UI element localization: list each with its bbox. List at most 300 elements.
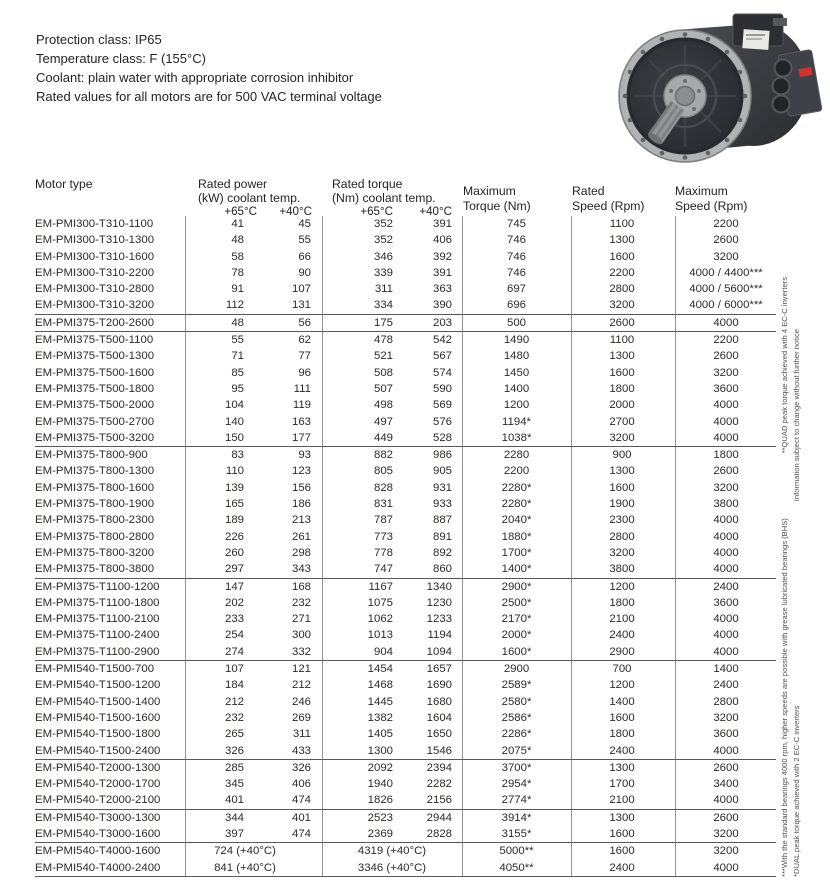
value-cell: 2800: [713, 695, 739, 708]
value-cell: 3200: [713, 711, 739, 724]
value-cell: 892: [432, 546, 452, 559]
value-cell: 265: [224, 728, 244, 741]
value-cell: 2280: [503, 449, 530, 462]
table-row: [35, 677, 776, 693]
value-cell: 773: [373, 530, 393, 543]
value-cell: 891: [432, 530, 452, 543]
motor-type-cell: EM-PMI300-T310-1600: [35, 250, 155, 263]
value-cell: 139: [224, 481, 244, 494]
value-cell: 778: [373, 546, 393, 559]
value-cell: 1600*: [501, 645, 532, 658]
value-cell: 696: [506, 299, 526, 312]
table-group: [35, 216, 776, 315]
header-max-speed-2: Speed (Rpm): [675, 199, 748, 213]
motor-type-cell: EM-PMI375-T500-1100: [35, 334, 154, 347]
value-cell: 882: [373, 449, 393, 462]
value-cell: 724 (+40°C): [214, 845, 276, 858]
value-cell: 474: [291, 827, 311, 840]
value-cell: 246: [291, 695, 311, 708]
table-row: [35, 397, 776, 413]
motor-type-cell: EM-PMI375-T1100-2100: [35, 613, 160, 626]
value-cell: 163: [291, 415, 311, 428]
motor-type-cell: EM-PMI375-T500-1800: [35, 382, 155, 395]
value-cell: 2040*: [501, 514, 532, 527]
value-cell: 186: [291, 498, 311, 511]
value-cell: 112: [225, 299, 244, 312]
footnote-line-2: [791, 277, 803, 877]
value-cell: 2200: [713, 334, 739, 347]
value-cell: 45: [298, 218, 311, 230]
motor-type-cell: EM-PMI375-T500-2000: [35, 399, 155, 412]
header-max-torque-1: Maximum: [463, 184, 516, 198]
motor-type-cell: EM-PMI375-T800-1900: [35, 498, 155, 511]
value-cell: 2944: [426, 811, 452, 824]
table-row: [35, 644, 776, 660]
value-cell: 48: [231, 316, 244, 329]
value-cell: 55: [231, 334, 244, 347]
value-cell: 311: [292, 728, 311, 741]
motor-type-cell: EM-PMI375-T1100-2400: [35, 629, 160, 642]
value-cell: 1468: [367, 679, 393, 692]
value-cell: 4000: [713, 546, 739, 559]
value-cell: 4319 (+40°C): [357, 845, 427, 858]
motor-type-cell: EM-PMI300-T310-2200: [35, 266, 155, 279]
value-cell: 165: [224, 498, 244, 511]
value-cell: 3400: [713, 778, 739, 791]
value-cell: 78: [231, 266, 244, 279]
motor-type-cell: EM-PMI375-T500-1600: [35, 366, 155, 379]
motor-type-cell: EM-PMI375-T800-1600: [35, 481, 155, 494]
table-row: [35, 627, 776, 643]
motor-type-cell: EM-PMI540-T3000-1600: [35, 827, 161, 840]
value-cell: 2280*: [501, 481, 532, 494]
value-cell: 433: [291, 744, 311, 757]
value-cell: 4000: [713, 645, 739, 658]
value-cell: 574: [432, 366, 452, 379]
footnote-line-1: [779, 277, 791, 877]
value-cell: 62: [298, 334, 311, 347]
value-cell: 2280*: [501, 498, 532, 511]
value-cell: 1450: [503, 366, 530, 379]
value-cell: 700: [612, 663, 632, 676]
value-cell: 1194: [427, 629, 452, 642]
value-cell: 1600: [609, 481, 635, 494]
value-cell: 1400: [503, 382, 530, 395]
value-cell: 3155*: [501, 827, 532, 840]
table-group: [35, 843, 776, 877]
value-cell: 131: [291, 299, 311, 312]
value-cell: 95: [231, 382, 244, 395]
table-group: [35, 760, 776, 810]
value-cell: 1454: [367, 663, 393, 676]
value-cell: 397: [224, 827, 244, 840]
table-row: [35, 430, 776, 446]
value-cell: 121: [291, 663, 311, 676]
value-cell: 478: [373, 334, 393, 347]
info-line: Protection class: IP65: [36, 32, 162, 47]
table-row: [35, 595, 776, 611]
value-cell: 1300: [609, 811, 635, 824]
value-cell: 1400: [713, 663, 739, 676]
table-row: [35, 365, 776, 381]
value-cell: 85: [231, 366, 244, 379]
value-cell: 498: [373, 399, 393, 412]
value-cell: 3800: [713, 498, 739, 511]
table-row: [35, 694, 776, 710]
value-cell: 1100: [609, 218, 635, 230]
value-cell: 2600: [713, 811, 739, 824]
value-cell: 2200: [503, 465, 530, 478]
value-cell: 119: [292, 399, 311, 412]
header-power-40: +40°C: [279, 205, 312, 218]
value-cell: 1300: [609, 350, 635, 363]
value-cell: 175: [373, 316, 393, 329]
value-cell: 787: [373, 514, 393, 527]
value-cell: 576: [432, 415, 452, 428]
table-body: [35, 216, 776, 877]
table-group: [35, 332, 776, 447]
value-cell: 1300: [367, 744, 393, 757]
value-cell: 1546: [426, 744, 452, 757]
value-cell: 860: [432, 563, 452, 576]
value-cell: 2580*: [501, 695, 532, 708]
value-cell: 1300: [609, 761, 635, 774]
value-cell: 1940: [367, 778, 393, 791]
value-cell: 590: [432, 382, 452, 395]
value-cell: 507: [373, 382, 393, 395]
value-cell: 2286*: [501, 728, 532, 741]
value-cell: 1094: [426, 645, 452, 658]
value-cell: 346: [373, 250, 393, 263]
value-cell: 2000: [609, 399, 635, 412]
value-cell: 4000: [713, 613, 739, 626]
value-cell: 4050**: [499, 861, 534, 874]
table-row: [35, 611, 776, 627]
spec-table: [35, 175, 776, 877]
header-power-65: +65°C: [224, 205, 257, 218]
value-cell: 745: [506, 218, 526, 230]
value-cell: 1600: [609, 845, 635, 858]
motor-type-cell: EM-PMI540-T1500-2400: [35, 744, 161, 757]
value-cell: 4000: [713, 514, 739, 527]
value-cell: 2954*: [501, 778, 532, 791]
value-cell: 2800: [609, 530, 635, 543]
value-cell: 1075: [367, 596, 393, 609]
value-cell: 339: [373, 266, 393, 279]
value-cell: 91: [231, 283, 244, 296]
value-cell: 1600: [609, 250, 635, 263]
value-cell: 297: [224, 563, 244, 576]
value-cell: 1600: [609, 827, 635, 840]
table-row: [35, 843, 776, 859]
table-row: [35, 297, 776, 313]
value-cell: 2394: [426, 761, 452, 774]
value-cell: 828: [373, 481, 393, 494]
value-cell: 1038*: [501, 431, 532, 444]
value-cell: 1800: [609, 596, 635, 609]
table-row: [35, 743, 776, 759]
value-cell: 401: [291, 811, 311, 824]
value-cell: 261: [291, 530, 311, 543]
table-row: [35, 512, 776, 528]
value-cell: 1700*: [501, 546, 532, 559]
info-line: Rated values for all motors are for 500 VAC terminal voltage: [36, 89, 382, 104]
value-cell: 232: [291, 596, 311, 609]
value-cell: 508: [373, 366, 393, 379]
value-cell: 391: [432, 266, 452, 279]
table-group: [35, 447, 776, 578]
value-cell: 1230: [426, 596, 452, 609]
table-row: [35, 776, 776, 792]
value-cell: 311: [374, 283, 393, 296]
value-cell: 189: [224, 514, 244, 527]
value-cell: 1490: [503, 334, 530, 347]
value-cell: 1200: [609, 580, 635, 593]
value-cell: 1405: [367, 728, 393, 741]
value-cell: 392: [432, 250, 452, 263]
table-row: [35, 480, 776, 496]
table-row: [35, 265, 776, 281]
table-row: [35, 332, 776, 348]
value-cell: 2600: [609, 316, 635, 329]
motor-type-cell: EM-PMI540-T2000-2100: [35, 794, 161, 807]
value-cell: 4000: [713, 316, 739, 329]
header-torque-40: +40°C: [419, 205, 452, 218]
value-cell: 697: [506, 283, 526, 296]
value-cell: 2828: [426, 827, 452, 840]
motor-type-cell: EM-PMI540-T1500-1800: [35, 728, 161, 741]
value-cell: 55: [298, 234, 311, 247]
table-row: [35, 826, 776, 842]
value-cell: 269: [291, 711, 311, 724]
value-cell: 150: [224, 431, 244, 444]
value-cell: 1300: [609, 465, 635, 478]
value-cell: 1680: [426, 695, 452, 708]
value-cell: 1800: [609, 728, 635, 741]
value-cell: 2282: [426, 778, 452, 791]
value-cell: 4000: [713, 794, 739, 807]
value-cell: 203: [432, 316, 452, 329]
header-rated-power-sub: (kW) coolant temp.: [198, 191, 301, 205]
value-cell: 2900: [503, 663, 530, 676]
value-cell: 232: [224, 711, 244, 724]
value-cell: 3700*: [501, 761, 532, 774]
value-cell: 213: [291, 514, 311, 527]
value-cell: 406: [291, 778, 311, 791]
motor-type-cell: EM-PMI375-T1100-2900: [35, 645, 160, 658]
value-cell: 2400: [713, 679, 739, 692]
value-cell: 1445: [367, 695, 393, 708]
motor-type-cell: EM-PMI540-T1500-700: [35, 663, 155, 676]
motor-type-cell: EM-PMI375-T800-3800: [35, 563, 155, 576]
value-cell: 1340: [426, 580, 452, 593]
value-cell: 931: [432, 481, 452, 494]
value-cell: 567: [432, 350, 452, 363]
value-cell: 1233: [426, 613, 452, 626]
electric-motor-illustration: [605, 12, 823, 168]
footnotes: [779, 277, 802, 877]
value-cell: 2900: [609, 645, 635, 658]
value-cell: 2100: [609, 613, 635, 626]
table-row: [35, 249, 776, 265]
table-row: [35, 661, 776, 677]
table-header: [35, 175, 776, 216]
motor-type-cell: EM-PMI375-T800-1300: [35, 465, 155, 478]
value-cell: 2523: [367, 811, 393, 824]
value-cell: 542: [432, 334, 452, 347]
table-row: [35, 529, 776, 545]
value-cell: 3600: [713, 596, 739, 609]
value-cell: 300: [291, 629, 311, 642]
value-cell: 900: [612, 449, 632, 462]
value-cell: 344: [224, 811, 244, 824]
value-cell: 887: [432, 514, 452, 527]
motor-type-cell: EM-PMI540-T2000-1300: [35, 761, 161, 774]
value-cell: 4000: [713, 399, 739, 412]
value-cell: 2000*: [501, 629, 532, 642]
value-cell: 3600: [713, 728, 739, 741]
value-cell: 2600: [713, 761, 739, 774]
value-cell: 3200: [609, 431, 635, 444]
value-cell: 1690: [426, 679, 452, 692]
value-cell: 2400: [713, 580, 739, 593]
header-rated-torque-sub: (Nm) coolant temp.: [332, 191, 436, 205]
value-cell: 271: [291, 613, 311, 626]
value-cell: 254: [224, 629, 244, 642]
value-cell: 1700: [609, 778, 635, 791]
value-cell: 363: [432, 283, 452, 296]
table-row: [35, 860, 776, 876]
value-cell: 1800: [713, 449, 739, 462]
value-cell: 1400: [609, 695, 635, 708]
value-cell: 1600: [609, 366, 635, 379]
header-motor-type: Motor type: [35, 177, 93, 191]
value-cell: 1200: [503, 399, 530, 412]
value-cell: 406: [432, 234, 452, 247]
value-cell: 140: [224, 415, 244, 428]
value-cell: 285: [224, 761, 244, 774]
value-cell: 2600: [713, 465, 739, 478]
value-cell: 107: [291, 283, 311, 296]
value-cell: 96: [298, 366, 311, 379]
value-cell: 4000 / 6000***: [689, 299, 763, 312]
value-cell: 326: [291, 761, 311, 774]
value-cell: 2500*: [501, 596, 532, 609]
value-cell: 3200: [713, 250, 739, 263]
value-cell: 2200: [609, 266, 635, 279]
motor-type-cell: EM-PMI300-T310-1100: [35, 218, 154, 230]
motor-connector-box: [773, 50, 823, 117]
value-cell: 831: [373, 498, 393, 511]
value-cell: 2700: [609, 415, 635, 428]
motor-type-cell: EM-PMI300-T310-3200: [35, 299, 155, 312]
value-cell: 1800: [609, 382, 635, 395]
table-row: [35, 545, 776, 561]
value-cell: 805: [373, 465, 393, 478]
value-cell: 3346 (+40°C): [357, 861, 427, 874]
table-row: [35, 561, 776, 577]
value-cell: 933: [432, 498, 452, 511]
value-cell: 177: [291, 431, 311, 444]
table-row: [35, 496, 776, 512]
value-cell: 1100: [609, 334, 635, 347]
table-row: [35, 810, 776, 826]
value-cell: 233: [224, 613, 244, 626]
value-cell: 1900: [609, 498, 635, 511]
header-max-speed-1: Maximum: [675, 184, 728, 198]
value-cell: 2369: [367, 827, 393, 840]
table-row: [35, 710, 776, 726]
value-cell: 1300: [609, 234, 635, 247]
value-cell: 1826: [367, 794, 393, 807]
motor-type-cell: EM-PMI540-T1500-1200: [35, 679, 161, 692]
info-line: Temperature class: F (155°C): [36, 51, 206, 66]
value-cell: 156: [291, 481, 311, 494]
value-cell: 904: [373, 645, 393, 658]
value-cell: 746: [506, 250, 526, 263]
value-cell: 168: [291, 580, 311, 593]
table-row: [35, 760, 776, 776]
value-cell: 746: [506, 266, 526, 279]
footnote-bearings: ***With the standard bearings 4000 rpm, higher speeds are possible with grease lubricated bearings (BHS): [780, 518, 789, 877]
value-cell: 1650: [426, 728, 452, 741]
value-cell: 4000: [713, 530, 739, 543]
value-cell: 1657: [426, 663, 452, 676]
value-cell: 202: [224, 596, 244, 609]
footnote-dual: *DUAL peak torque achieved with 2 EC-C inverters: [791, 705, 801, 877]
value-cell: 2774*: [501, 794, 532, 807]
value-cell: 474: [291, 794, 311, 807]
motor-type-cell: EM-PMI540-T1500-1600: [35, 711, 161, 724]
value-cell: 4000: [713, 431, 739, 444]
value-cell: 326: [224, 744, 244, 757]
value-cell: 841 (+40°C): [214, 861, 276, 874]
value-cell: 2100: [609, 794, 635, 807]
motor-junction-box: [733, 14, 787, 50]
header-rated-speed-2: Speed (Rpm): [572, 199, 645, 213]
value-cell: 747: [373, 563, 393, 576]
header-torque-65: +65°C: [360, 205, 393, 218]
value-cell: 1194*: [502, 415, 531, 428]
value-cell: 1480: [503, 350, 530, 363]
value-cell: 298: [291, 546, 311, 559]
footnote-quad: **QUAD peak torque achieved with 4 EC-C inverters: [780, 277, 789, 454]
value-cell: 93: [298, 449, 311, 462]
table-row: [35, 232, 776, 248]
motor-type-cell: EM-PMI300-T310-2800: [35, 283, 155, 296]
value-cell: 1604: [426, 711, 452, 724]
value-cell: 77: [298, 350, 311, 363]
value-cell: 2400: [609, 744, 635, 757]
value-cell: 4000: [713, 415, 739, 428]
table-row: [35, 216, 776, 232]
motor-type-cell: EM-PMI540-T4000-1600: [35, 845, 161, 858]
value-cell: 746: [506, 234, 526, 247]
value-cell: 3200: [609, 299, 635, 312]
value-cell: 2400: [609, 629, 635, 642]
table-group: [35, 315, 776, 332]
motor-type-cell: EM-PMI375-T800-900: [35, 449, 148, 462]
value-cell: 497: [373, 415, 393, 428]
value-cell: 41: [231, 218, 244, 230]
header-rated-torque: Rated torque: [332, 177, 403, 191]
value-cell: 521: [373, 350, 393, 363]
table-row: [35, 463, 776, 479]
value-cell: 1062: [367, 613, 393, 626]
value-cell: 58: [231, 250, 244, 263]
motor-type-cell: EM-PMI375-T800-3200: [35, 546, 155, 559]
value-cell: 332: [291, 645, 311, 658]
